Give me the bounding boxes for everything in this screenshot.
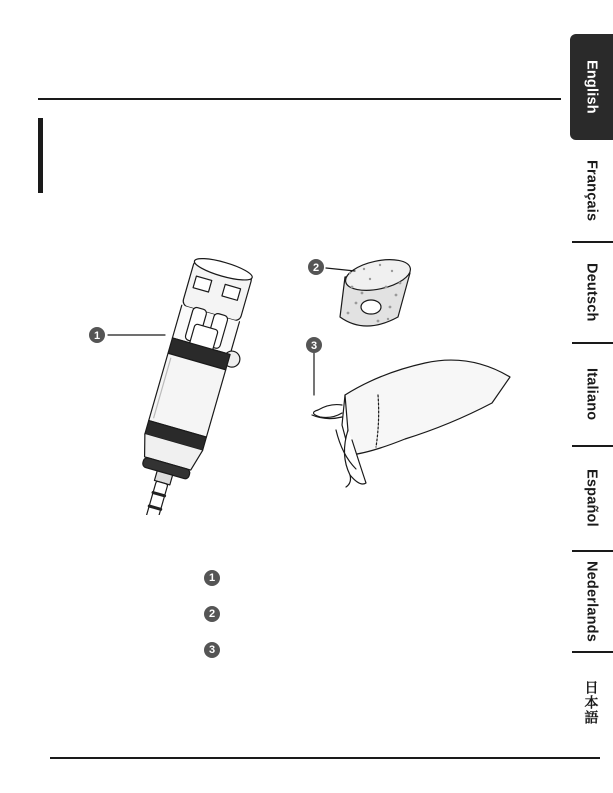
tab-english-label: English [583,60,600,114]
tab-deutsch[interactable] [570,243,613,341]
svg-text:1: 1 [93,330,101,342]
tab-deutsch-label: Deutsch [583,262,600,322]
section-title-bar [38,118,43,193]
tab-japanese-label: 日本語 [583,679,600,725]
tab-italiano-label: Italiano [583,368,600,421]
tab-japanese[interactable] [570,653,613,751]
windscreen-icon [340,254,413,326]
package-contents-illustration [80,225,520,515]
svg-text:2: 2 [312,262,320,274]
tab-italiano[interactable] [570,344,613,445]
parts-legend [204,560,230,668]
number-badge: 1 [204,570,220,586]
tab-francais[interactable] [570,142,613,240]
number-badge: 3 [204,642,220,658]
number-badge: 2 [204,606,220,622]
tab-nederlands-label: Nederlands [583,560,600,642]
language-tabs [570,34,613,770]
footer-rule [50,757,600,759]
legend-item [204,596,230,632]
header-rule [38,98,561,100]
tab-francais-label: Français [583,160,600,222]
tab-english[interactable] [570,34,613,140]
legend-item [204,632,230,668]
tab-espanol-label: Español [583,469,600,527]
microphone-icon [119,254,265,515]
tab-espanol[interactable] [570,447,613,549]
pouch-icon [312,360,510,487]
legend-item [204,560,230,596]
tab-nederlands[interactable] [570,552,613,650]
svg-text:3: 3 [310,340,318,352]
